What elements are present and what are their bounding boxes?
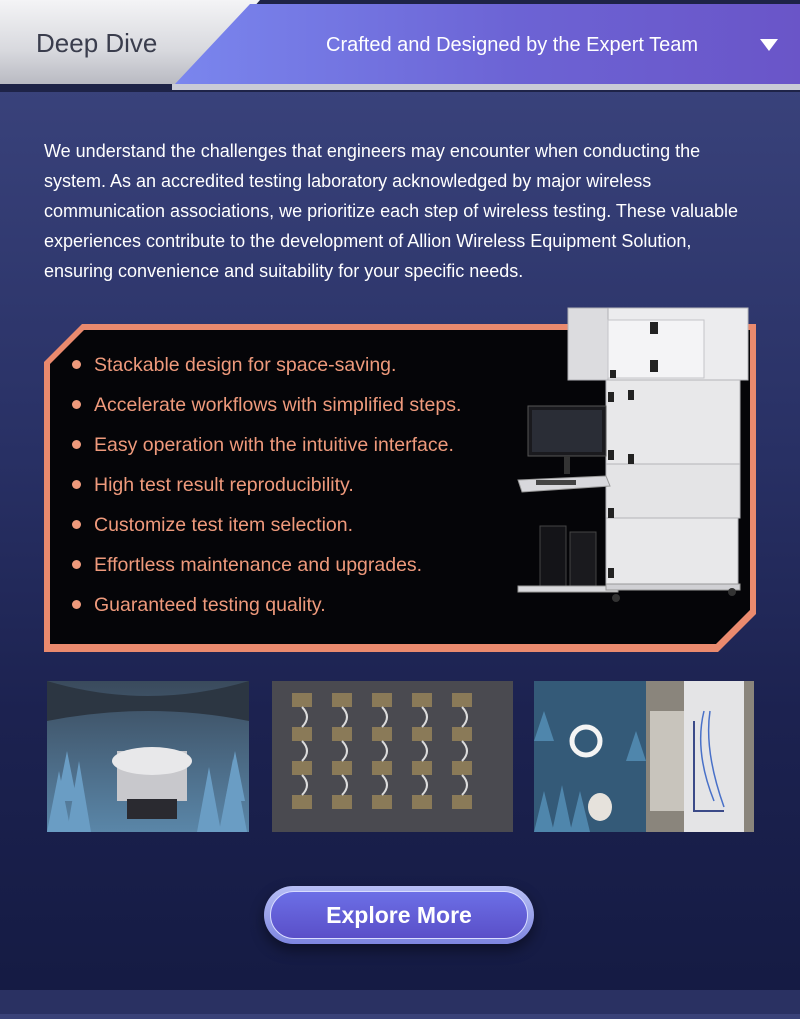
feature-text: High test result reproducibility.	[94, 474, 354, 496]
bullet-icon	[72, 400, 81, 409]
header	[0, 0, 800, 92]
feature-item	[72, 552, 461, 592]
bullet-icon	[72, 600, 81, 609]
feature-list	[72, 352, 461, 632]
feature-text: Guaranteed testing quality.	[94, 594, 326, 616]
feature-item	[72, 352, 461, 392]
bullet-icon	[72, 480, 81, 489]
explore-more-label: Explore More	[270, 891, 528, 939]
header-subtitle: Crafted and Designed by the Expert Team	[326, 34, 699, 56]
feature-text: Customize test item selection.	[94, 514, 354, 536]
bullet-icon	[72, 520, 81, 529]
feature-item	[72, 512, 461, 552]
rf-connector-array-photo	[272, 681, 513, 832]
feature-text: Easy operation with the intuitive interface.	[94, 434, 454, 456]
bullet-icon	[72, 440, 81, 449]
bullet-icon	[72, 360, 81, 369]
feature-text: Effortless maintenance and upgrades.	[94, 554, 423, 576]
test-equipment-image	[510, 300, 760, 612]
page-title: Deep Dive	[36, 28, 158, 58]
feature-item	[72, 592, 461, 632]
feature-item	[72, 432, 461, 472]
chevron-down-icon[interactable]	[760, 39, 778, 51]
feature-text: Accelerate workflows with simplified steps.	[94, 394, 462, 416]
bullet-icon	[72, 560, 81, 569]
explore-more-button[interactable]	[264, 886, 534, 944]
anechoic-chamber-photo	[47, 681, 249, 832]
feature-item	[72, 392, 461, 432]
feature-item	[72, 472, 461, 512]
chamber-and-cabinet-photo	[534, 681, 754, 832]
feature-text: Stackable design for space-saving.	[94, 354, 397, 376]
footer-line	[0, 1014, 800, 1019]
intro-paragraph: We understand the challenges that engineers may encounter when conducting the system. As an accredited testing laboratory acknowledged by major wireless communication associations, we prioritize each step of wireless testing. These valuable experiences contribute to the development of Allion Wireless Equipment Solution, ensuring convenience and suitability for your specific needs.	[44, 141, 739, 281]
header-band-edge	[172, 84, 800, 90]
